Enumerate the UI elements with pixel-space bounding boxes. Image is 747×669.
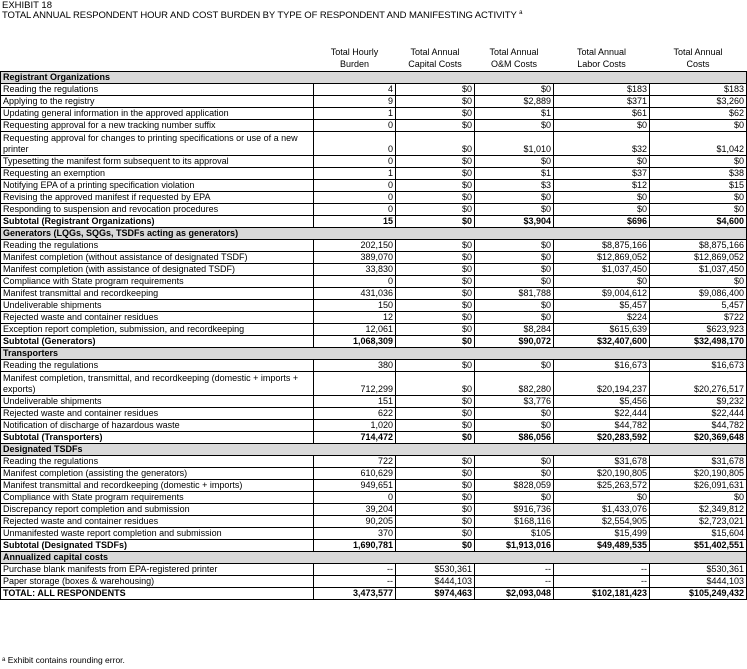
exhibit-title-text: TOTAL ANNUAL RESPONDENT HOUR AND COST BURDEN BY TYPE OF RESPONDENT AND MANIFESTING ACTIVITY xyxy=(2,10,517,21)
table-row xyxy=(1,264,747,276)
grand-total-row xyxy=(1,588,747,600)
table-row xyxy=(1,312,747,324)
header-capital: Total Annual Capital Costs xyxy=(396,46,475,72)
cell-om: $1,010 xyxy=(475,132,554,156)
table-row xyxy=(1,204,747,216)
row-label: Rejected waste and container residues xyxy=(1,516,314,528)
cell-capital: $0 xyxy=(396,396,475,408)
cell-total: $15,604 xyxy=(650,528,747,540)
cell-capital: $0 xyxy=(396,468,475,480)
table-row xyxy=(1,504,747,516)
cell-om: $3,904 xyxy=(475,216,554,228)
cell-om: $82,280 xyxy=(475,372,554,396)
header-hours: Total Hourly Burden xyxy=(314,46,396,72)
row-label: Undeliverable shipments xyxy=(1,396,314,408)
cell-total: $26,091,631 xyxy=(650,480,747,492)
cell-capital: $0 xyxy=(396,504,475,516)
cell-hours: 714,472 xyxy=(314,432,396,444)
table-row xyxy=(1,576,747,588)
cell-labor: $8,875,166 xyxy=(554,240,650,252)
table-row xyxy=(1,288,747,300)
cell-labor: $32 xyxy=(554,132,650,156)
table-row xyxy=(1,468,747,480)
cell-capital: $0 xyxy=(396,84,475,96)
row-label: Undeliverable shipments xyxy=(1,300,314,312)
cell-om: $0 xyxy=(475,156,554,168)
cell-total: $32,498,170 xyxy=(650,336,747,348)
row-label: Manifest completion (assisting the generators) xyxy=(1,468,314,480)
table-row xyxy=(1,480,747,492)
cell-capital: $0 xyxy=(396,300,475,312)
row-label: Paper storage (boxes & warehousing) xyxy=(1,576,314,588)
cell-labor: $696 xyxy=(554,216,650,228)
cell-capital: $974,463 xyxy=(396,588,475,600)
row-label: Requesting an exemption xyxy=(1,168,314,180)
cell-om: $828,059 xyxy=(475,480,554,492)
subtotal-row xyxy=(1,216,747,228)
cell-labor: $183 xyxy=(554,84,650,96)
cell-hours: 1,020 xyxy=(314,420,396,432)
table-row xyxy=(1,96,747,108)
cell-capital: $0 xyxy=(396,120,475,132)
row-label: Exception report completion, submission, and recordkeeping xyxy=(1,324,314,336)
cell-total: $51,402,551 xyxy=(650,540,747,552)
cell-total: $0 xyxy=(650,120,747,132)
cell-om: -- xyxy=(475,564,554,576)
row-label: Requesting approval for a new tracking number suffix xyxy=(1,120,314,132)
row-label: Unmanifested waste report completion and submission xyxy=(1,528,314,540)
row-label: Manifest completion (without assistance of designated TSDF) xyxy=(1,252,314,264)
subtotal-row xyxy=(1,432,747,444)
row-label: Subtotal (Designated TSDFs) xyxy=(1,540,314,552)
cell-om: $2,889 xyxy=(475,96,554,108)
cell-labor: $44,782 xyxy=(554,420,650,432)
cell-hours: 4 xyxy=(314,84,396,96)
cell-labor: $1,037,450 xyxy=(554,264,650,276)
burden-table xyxy=(0,46,747,600)
cell-om: $2,093,048 xyxy=(475,588,554,600)
table-row xyxy=(1,84,747,96)
cell-total: $16,673 xyxy=(650,360,747,372)
cell-hours: 9 xyxy=(314,96,396,108)
cell-om: $3 xyxy=(475,180,554,192)
cell-labor: $61 xyxy=(554,108,650,120)
cell-om: -- xyxy=(475,576,554,588)
cell-hours: 33,830 xyxy=(314,264,396,276)
cell-labor: $0 xyxy=(554,192,650,204)
cell-hours: 0 xyxy=(314,132,396,156)
cell-total: $20,369,648 xyxy=(650,432,747,444)
cell-labor: $9,004,612 xyxy=(554,288,650,300)
table-row xyxy=(1,108,747,120)
cell-hours: 0 xyxy=(314,156,396,168)
cell-labor: $31,678 xyxy=(554,456,650,468)
cell-capital: $0 xyxy=(396,312,475,324)
cell-labor: $0 xyxy=(554,492,650,504)
cell-labor: $0 xyxy=(554,276,650,288)
row-label: Notifying EPA of a printing specification violation xyxy=(1,180,314,192)
table-row xyxy=(1,132,747,156)
cell-om: $0 xyxy=(475,264,554,276)
cell-total: $0 xyxy=(650,204,747,216)
cell-capital: $0 xyxy=(396,324,475,336)
subtotal-row xyxy=(1,540,747,552)
cell-hours: 1,068,309 xyxy=(314,336,396,348)
cell-hours: 610,629 xyxy=(314,468,396,480)
cell-total: $62 xyxy=(650,108,747,120)
cell-labor: $20,190,805 xyxy=(554,468,650,480)
cell-total: $0 xyxy=(650,192,747,204)
cell-hours: -- xyxy=(314,576,396,588)
header-spacer xyxy=(1,46,314,72)
table-header-row xyxy=(1,46,747,72)
cell-hours: 0 xyxy=(314,192,396,204)
cell-total: $0 xyxy=(650,276,747,288)
cell-capital: $444,103 xyxy=(396,576,475,588)
cell-labor: $1,433,076 xyxy=(554,504,650,516)
section-tsdfs: Designated TSDFs xyxy=(1,444,747,456)
cell-total: $9,232 xyxy=(650,396,747,408)
row-label: Manifest completion, transmittal, and recordkeeping (domestic + imports + exports) xyxy=(1,372,314,396)
cell-hours: 389,070 xyxy=(314,252,396,264)
table-row xyxy=(1,156,747,168)
row-label: Discrepancy report completion and submission xyxy=(1,504,314,516)
cell-labor: $0 xyxy=(554,120,650,132)
cell-labor: $615,639 xyxy=(554,324,650,336)
section-transporters: Transporters xyxy=(1,348,747,360)
cell-capital: $530,361 xyxy=(396,564,475,576)
cell-capital: $0 xyxy=(396,288,475,300)
cell-om: $86,056 xyxy=(475,432,554,444)
cell-hours: 151 xyxy=(314,396,396,408)
cell-labor: $25,263,572 xyxy=(554,480,650,492)
cell-hours: 12 xyxy=(314,312,396,324)
cell-labor: $12,869,052 xyxy=(554,252,650,264)
cell-labor: $371 xyxy=(554,96,650,108)
row-label: Reading the regulations xyxy=(1,84,314,96)
exhibit-number: EXHIBIT 18 xyxy=(2,0,52,11)
cell-hours: 0 xyxy=(314,276,396,288)
cell-total: $20,190,805 xyxy=(650,468,747,480)
cell-total: $3,260 xyxy=(650,96,747,108)
row-label: Manifest transmittal and recordkeeping (domestic + imports) xyxy=(1,480,314,492)
cell-capital: $0 xyxy=(396,216,475,228)
cell-om: $90,072 xyxy=(475,336,554,348)
cell-om: $1 xyxy=(475,168,554,180)
cell-capital: $0 xyxy=(396,456,475,468)
section-header xyxy=(1,552,747,564)
table-row xyxy=(1,168,747,180)
table-row xyxy=(1,120,747,132)
cell-total: $623,923 xyxy=(650,324,747,336)
cell-hours: 622 xyxy=(314,408,396,420)
cell-om: $0 xyxy=(475,300,554,312)
row-label: Notification of discharge of hazardous waste xyxy=(1,420,314,432)
cell-labor: $15,499 xyxy=(554,528,650,540)
cell-labor: $102,181,423 xyxy=(554,588,650,600)
cell-capital: $0 xyxy=(396,480,475,492)
cell-hours: 0 xyxy=(314,492,396,504)
cell-om: $1,913,016 xyxy=(475,540,554,552)
row-label: Updating general information in the approved application xyxy=(1,108,314,120)
row-label: Purchase blank manifests from EPA-registered printer xyxy=(1,564,314,576)
cell-hours: 949,651 xyxy=(314,480,396,492)
row-label: Reading the regulations xyxy=(1,360,314,372)
table-row xyxy=(1,528,747,540)
cell-hours: 380 xyxy=(314,360,396,372)
cell-om: $0 xyxy=(475,240,554,252)
cell-capital: $0 xyxy=(396,132,475,156)
cell-total: $44,782 xyxy=(650,420,747,432)
table-row xyxy=(1,396,747,408)
cell-labor: $22,444 xyxy=(554,408,650,420)
cell-capital: $0 xyxy=(396,240,475,252)
subtotal-row xyxy=(1,336,747,348)
cell-capital: $0 xyxy=(396,492,475,504)
cell-hours: -- xyxy=(314,564,396,576)
header-om: Total Annual O&M Costs xyxy=(475,46,554,72)
cell-capital: $0 xyxy=(396,264,475,276)
row-label: Manifest transmittal and recordkeeping xyxy=(1,288,314,300)
row-label: Rejected waste and container residues xyxy=(1,312,314,324)
cell-total: $8,875,166 xyxy=(650,240,747,252)
cell-labor: $224 xyxy=(554,312,650,324)
cell-capital: $0 xyxy=(396,192,475,204)
cell-total: $2,349,812 xyxy=(650,504,747,516)
table-row xyxy=(1,240,747,252)
header-costs: Total Annual Costs xyxy=(650,46,747,72)
row-label: Typesetting the manifest form subsequent to its approval xyxy=(1,156,314,168)
cell-capital: $0 xyxy=(396,372,475,396)
cell-capital: $0 xyxy=(396,336,475,348)
cell-total: $12,869,052 xyxy=(650,252,747,264)
cell-hours: 0 xyxy=(314,204,396,216)
cell-hours: 722 xyxy=(314,456,396,468)
footnote xyxy=(2,655,125,666)
cell-hours: 0 xyxy=(314,180,396,192)
cell-capital: $0 xyxy=(396,360,475,372)
cell-capital: $0 xyxy=(396,156,475,168)
cell-hours: 12,061 xyxy=(314,324,396,336)
table-row xyxy=(1,252,747,264)
row-label: Responding to suspension and revocation procedures xyxy=(1,204,314,216)
row-label: Subtotal (Transporters) xyxy=(1,432,314,444)
cell-hours: 39,204 xyxy=(314,504,396,516)
title-footnote-marker: a xyxy=(519,10,523,16)
cell-total: $4,600 xyxy=(650,216,747,228)
section-generators: Generators (LQGs, SQGs, TSDFs acting as generators) xyxy=(1,228,747,240)
table-row xyxy=(1,324,747,336)
cell-om: $0 xyxy=(475,252,554,264)
cell-om: $0 xyxy=(475,276,554,288)
row-label: Reading the regulations xyxy=(1,240,314,252)
cell-total: 5,457 xyxy=(650,300,747,312)
cell-total: $1,042 xyxy=(650,132,747,156)
cell-total: $20,276,517 xyxy=(650,372,747,396)
cell-labor: $32,407,600 xyxy=(554,336,650,348)
cell-total: $183 xyxy=(650,84,747,96)
footnote-text: Exhibit contains rounding error. xyxy=(7,655,125,665)
cell-capital: $0 xyxy=(396,516,475,528)
cell-om: $916,736 xyxy=(475,504,554,516)
row-label: TOTAL: ALL RESPONDENTS xyxy=(1,588,314,600)
table-row xyxy=(1,492,747,504)
cell-om: $105 xyxy=(475,528,554,540)
cell-om: $0 xyxy=(475,456,554,468)
cell-total: $0 xyxy=(650,492,747,504)
table-row xyxy=(1,360,747,372)
cell-capital: $0 xyxy=(396,108,475,120)
cell-hours: 202,150 xyxy=(314,240,396,252)
cell-total: $444,103 xyxy=(650,576,747,588)
table-row xyxy=(1,456,747,468)
cell-total: $105,249,432 xyxy=(650,588,747,600)
cell-om: $168,116 xyxy=(475,516,554,528)
cell-om: $0 xyxy=(475,468,554,480)
cell-capital: $0 xyxy=(396,276,475,288)
cell-total: $31,678 xyxy=(650,456,747,468)
cell-total: $9,086,400 xyxy=(650,288,747,300)
section-header xyxy=(1,228,747,240)
cell-total: $22,444 xyxy=(650,408,747,420)
row-label: Subtotal (Registrant Organizations) xyxy=(1,216,314,228)
cell-labor: $37 xyxy=(554,168,650,180)
cell-labor: -- xyxy=(554,564,650,576)
section-header xyxy=(1,72,747,84)
cell-om: $0 xyxy=(475,204,554,216)
cell-om: $0 xyxy=(475,192,554,204)
section-registrant: Registrant Organizations xyxy=(1,72,747,84)
cell-labor: $20,194,237 xyxy=(554,372,650,396)
row-label: Compliance with State program requirements xyxy=(1,492,314,504)
cell-hours: 431,036 xyxy=(314,288,396,300)
cell-labor: -- xyxy=(554,576,650,588)
cell-hours: 90,205 xyxy=(314,516,396,528)
cell-capital: $0 xyxy=(396,180,475,192)
table-row xyxy=(1,516,747,528)
cell-hours: 0 xyxy=(314,120,396,132)
cell-hours: 1 xyxy=(314,108,396,120)
table-row xyxy=(1,180,747,192)
cell-total: $0 xyxy=(650,156,747,168)
cell-om: $0 xyxy=(475,360,554,372)
cell-labor: $0 xyxy=(554,156,650,168)
cell-capital: $0 xyxy=(396,528,475,540)
footnote-marker: a xyxy=(2,657,6,663)
cell-om: $0 xyxy=(475,420,554,432)
row-label: Compliance with State program requirements xyxy=(1,276,314,288)
cell-capital: $0 xyxy=(396,96,475,108)
cell-labor: $49,489,535 xyxy=(554,540,650,552)
table-row xyxy=(1,408,747,420)
table-row xyxy=(1,420,747,432)
cell-labor: $16,673 xyxy=(554,360,650,372)
cell-total: $1,037,450 xyxy=(650,264,747,276)
cell-hours: 150 xyxy=(314,300,396,312)
cell-om: $1 xyxy=(475,108,554,120)
cell-hours: 1 xyxy=(314,168,396,180)
cell-labor: $2,554,905 xyxy=(554,516,650,528)
cell-labor: $5,457 xyxy=(554,300,650,312)
cell-labor: $20,283,592 xyxy=(554,432,650,444)
row-label: Applying to the registry xyxy=(1,96,314,108)
section-header xyxy=(1,348,747,360)
table-row xyxy=(1,372,747,396)
cell-total: $15 xyxy=(650,180,747,192)
cell-total: $530,361 xyxy=(650,564,747,576)
cell-capital: $0 xyxy=(396,540,475,552)
header-labor: Total Annual Labor Costs xyxy=(554,46,650,72)
section-capital: Annualized capital costs xyxy=(1,552,747,564)
table-row xyxy=(1,192,747,204)
row-label: Requesting approval for changes to printing specifications or use of a new printer xyxy=(1,132,314,156)
cell-om: $3,776 xyxy=(475,396,554,408)
row-label: Subtotal (Generators) xyxy=(1,336,314,348)
cell-total: $38 xyxy=(650,168,747,180)
section-header xyxy=(1,444,747,456)
cell-om: $0 xyxy=(475,120,554,132)
cell-labor: $12 xyxy=(554,180,650,192)
cell-om: $0 xyxy=(475,84,554,96)
table-row xyxy=(1,564,747,576)
exhibit-title xyxy=(2,10,522,21)
cell-labor: $0 xyxy=(554,204,650,216)
cell-om: $0 xyxy=(475,492,554,504)
cell-capital: $0 xyxy=(396,204,475,216)
cell-om: $8,284 xyxy=(475,324,554,336)
row-label: Reading the regulations xyxy=(1,456,314,468)
row-label: Manifest completion (with assistance of designated TSDF) xyxy=(1,264,314,276)
cell-capital: $0 xyxy=(396,168,475,180)
cell-labor: $5,456 xyxy=(554,396,650,408)
cell-om: $0 xyxy=(475,312,554,324)
cell-capital: $0 xyxy=(396,432,475,444)
cell-total: $2,723,021 xyxy=(650,516,747,528)
cell-hours: 370 xyxy=(314,528,396,540)
cell-capital: $0 xyxy=(396,420,475,432)
cell-hours: 712,299 xyxy=(314,372,396,396)
table-row xyxy=(1,300,747,312)
cell-hours: 1,690,781 xyxy=(314,540,396,552)
cell-om: $81,788 xyxy=(475,288,554,300)
cell-total: $722 xyxy=(650,312,747,324)
row-label: Rejected waste and container residues xyxy=(1,408,314,420)
cell-hours: 3,473,577 xyxy=(314,588,396,600)
cell-capital: $0 xyxy=(396,252,475,264)
cell-capital: $0 xyxy=(396,408,475,420)
row-label: Revising the approved manifest if requested by EPA xyxy=(1,192,314,204)
table-row xyxy=(1,276,747,288)
cell-om: $0 xyxy=(475,408,554,420)
cell-hours: 15 xyxy=(314,216,396,228)
